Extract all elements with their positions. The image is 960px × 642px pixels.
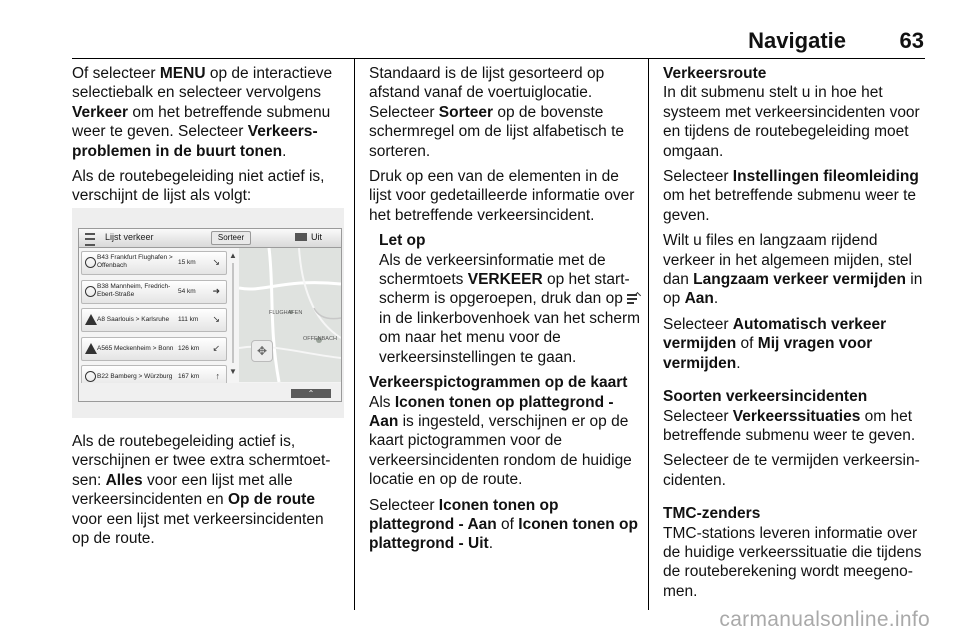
scroll-down-icon[interactable]: ▼	[229, 367, 237, 376]
map-label: OFFENBACH	[303, 336, 337, 342]
column-divider-1	[354, 58, 355, 610]
list-item-name: A565 Meckenheim > Bonn	[97, 344, 174, 352]
list-item-distance: 15 km	[178, 259, 196, 266]
paragraph-menu-intro: Of selecteer MENU op de interactieve selectiebalk en selecteer vervolgens Verkeer om het betreffende submenu weer te geven. Selecteer Verkeersproblemen in de buurt tonen.	[72, 65, 333, 160]
map-view[interactable]	[239, 248, 341, 382]
sort-button[interactable]: Sorteer	[211, 231, 251, 245]
section-heading: TMC-zenders	[663, 505, 761, 523]
header-rule	[72, 58, 925, 59]
keyboard-icon	[295, 233, 307, 241]
scroll-up-icon[interactable]: ▲	[229, 251, 237, 260]
map-label: FLUGHAFEN	[269, 310, 303, 316]
list-item-name: B38 Mannheim, Fredrich-Ebert-Straße	[97, 282, 171, 298]
section-tmc: TMC-zenders TMC-stations leveren informatie over de huidige verkeerssituatie die tijdens de routeberekening wordt meegenomen.	[663, 504, 929, 601]
paragraph-detour-settings: Selecteer Instellingen fileomleiding om het betreffende submenu weer te geven.	[663, 168, 919, 224]
column-3	[663, 64, 929, 607]
column-divider-2	[648, 58, 649, 610]
traffic-list	[81, 251, 227, 394]
chevron-up-icon[interactable]: ⌃	[291, 389, 331, 398]
list-item-name: B43 Frankfurt Flughafen > Offenbach	[97, 254, 173, 269]
menu-icon[interactable]	[85, 233, 95, 246]
screen-bottombar	[79, 383, 341, 401]
list-item[interactable]	[81, 280, 227, 304]
direction-arrow-icon: ↙	[212, 342, 220, 353]
circle-icon	[85, 286, 96, 297]
warning-icon	[85, 343, 97, 354]
column-2	[369, 64, 641, 560]
list-item[interactable]	[81, 337, 227, 361]
section-map-icons: Verkeerspictogrammen op de kaart Als Iconen tonen op plattegrond - Aan is ingesteld, verschijnen er op de kaart pictogrammen voor de verkeersincidenten rondom de huidige locatie en op de route.	[369, 373, 641, 489]
warning-icon	[85, 314, 97, 325]
watermark: carmanualsonline.info	[719, 608, 930, 631]
paragraph-icons-select: Selecteer Iconen tonen op plattegrond - Aan of Iconen tonen op plattegrond - Uit.	[369, 496, 638, 553]
menu-settings-icon	[627, 293, 640, 304]
circle-icon	[85, 257, 96, 268]
section-heading: Verkeersroute	[663, 65, 767, 82]
paragraph-avoid-auto: Selecteer Automatisch verkeer vermijden of Mij vragen voor vermijden.	[663, 315, 887, 372]
paragraph-default-sort: Standaard is de lijst gesorteerd op afstand vanaf de voertuiglocatie. Selecteer Sorteer op de bovenste schermregel om de lijst alfabetisch te sorteren.	[369, 65, 625, 160]
paragraph-select-incidents: Selecteer de te vermijden verkeersincidenten.	[663, 452, 920, 489]
paragraph-active: Als de routebegeleiding actief is, verschijnen er twee extra schermtoetsen: Alles voor een lijst met alle verkeersincidenten en Op de route voor een lijst met verkeersincidenten op de route.	[72, 433, 331, 548]
paragraph-not-active: Als de routebegeleiding niet actief is, verschijnt de lijst als volgt:	[72, 168, 325, 205]
list-scrollbar[interactable]	[229, 251, 236, 379]
map-center-icon[interactable]: ✥	[251, 340, 273, 362]
screen-topbar	[79, 229, 341, 248]
page-number: 63	[899, 28, 924, 53]
list-item-distance: 111 km	[178, 316, 199, 323]
section-route: Verkeersroute In dit submenu stelt u in hoe het systeem met verkeersincidenten voor en tijdens de routebegeleiding moet omgaan.	[663, 64, 929, 161]
scroll-track	[232, 263, 234, 363]
paragraph-avoid-slow: Wilt u files en langzaam rijdend verkeer in het algemeen mijden, stel dan Langzaam verkeer vermijden in op Aan.	[663, 232, 923, 308]
list-item-distance: 167 km	[178, 373, 200, 380]
list-item[interactable]	[81, 251, 227, 275]
direction-arrow-icon: ➜	[212, 285, 220, 296]
page-title: Navigatie	[748, 28, 846, 53]
traffic-list-screenshot	[72, 208, 344, 418]
direction-arrow-icon: ↑	[215, 371, 220, 381]
paragraph-details: Druk op een van de elementen in de lijst voor gedetailleerde informatie over het betreffende verkeersincident.	[369, 168, 635, 224]
note-block: Let op Als de verkeersinformatie met de schermtoets VERKEER op het startscherm is opgeroepen, druk dan op in de linkerbovenhoek van het scherm om naar het menu voor de verkeersinstellingen te gaan.	[379, 232, 641, 366]
list-item-name: A8 Saarlouis > Karlsruhe	[97, 316, 170, 323]
list-item-distance: 54 km	[178, 287, 196, 295]
note-title: Let op	[379, 232, 426, 250]
list-item-distance: 126 km	[178, 344, 200, 352]
screen-frame	[78, 228, 342, 402]
list-item-name: B22 Bamberg > Würzburg	[97, 373, 173, 380]
column-1-lower	[72, 432, 344, 554]
column-1	[72, 64, 344, 212]
direction-arrow-icon: ↘	[212, 314, 220, 324]
section-heading: Soorten verkeersincidenten	[663, 388, 868, 406]
circle-icon	[85, 371, 96, 382]
exit-button[interactable]: Uit	[311, 232, 322, 242]
section-heading: Verkeerspictogrammen op de kaart	[369, 374, 628, 392]
section-incident-types: Soorten verkeersincidenten Selecteer Verkeerssituaties om het betreffende submenu weer te geven.	[663, 387, 929, 445]
screen-title: Lijst verkeer	[105, 232, 154, 242]
list-item[interactable]	[81, 308, 227, 332]
direction-arrow-icon: ↘	[212, 257, 220, 267]
